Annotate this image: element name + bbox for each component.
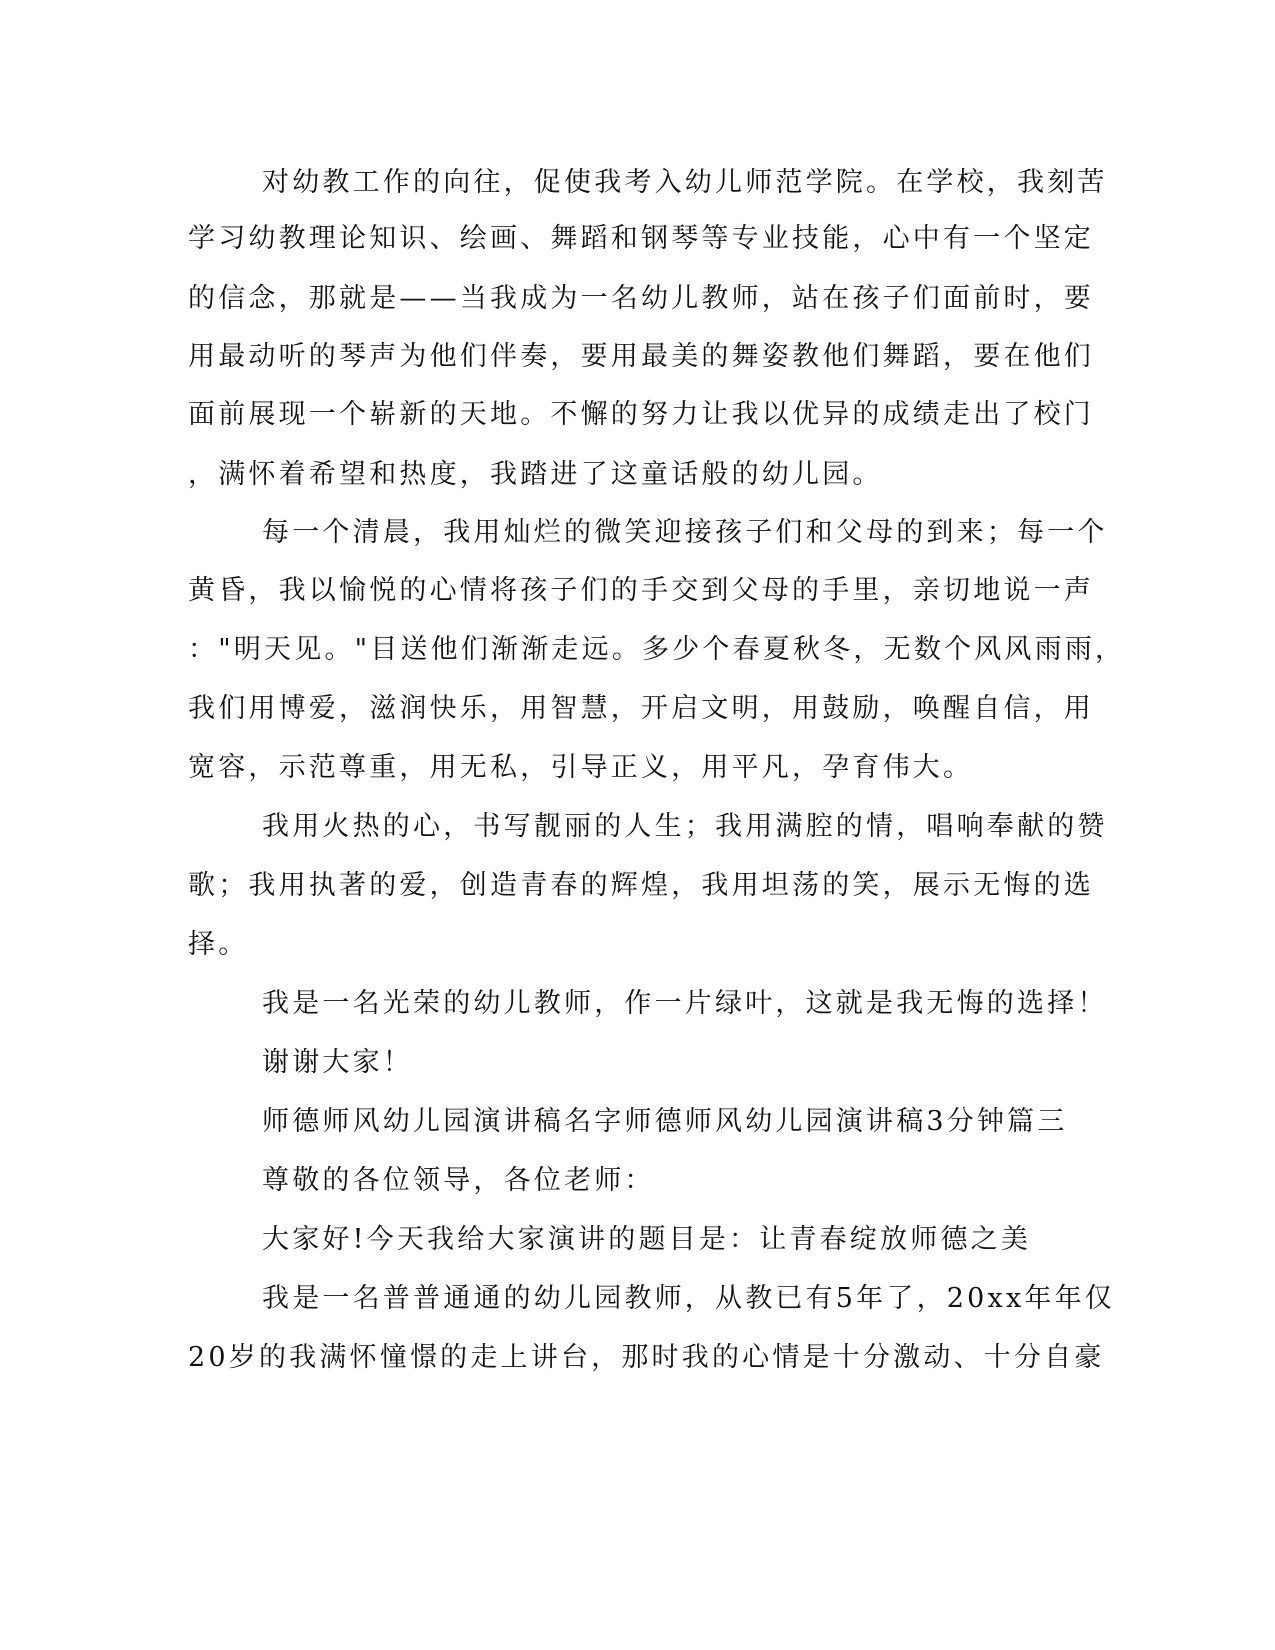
paragraph-line: 20岁的我满怀憧憬的走上讲台，那时我的心情是十分激动、十分自豪	[188, 1342, 1105, 1373]
paragraph-line: 的信念，那就是——当我成为一名幼儿教师，站在孩子们面前时，要	[188, 283, 1094, 314]
paragraph-line: 用最动听的琴声为他们伴奏，要用最美的舞姿教他们舞蹈，要在他们	[188, 341, 1094, 372]
paragraph-line: ，满怀着希望和热度，我踏进了这童话般的幼儿园。	[188, 459, 883, 490]
paragraph-line: 择。	[188, 929, 249, 960]
paragraph-line: 歌；我用执著的爱，创造青春的辉煌，我用坦荡的笑，展示无悔的选	[188, 870, 1094, 901]
paragraph-line: 大家好!今天我给大家演讲的题目是：让青春绽放师德之美	[262, 1224, 1032, 1255]
paragraph-line: 面前展现一个崭新的天地。不懈的努力让我以优异的成绩走出了校门	[188, 399, 1094, 430]
paragraph-line: 宽容，示范尊重，用无私，引导正义，用平凡，孕育伟大。	[188, 752, 974, 783]
section-heading: 师德师风幼儿园演讲稿名字师德师风幼儿园演讲稿3分钟篇三	[262, 1106, 1068, 1137]
paragraph-line: 学习幼教理论知识、绘画、舞蹈和钢琴等专业技能，心中有一个坚定	[188, 223, 1094, 254]
paragraph-line: 我用火热的心，书写靓丽的人生；我用满腔的情，唱响奉献的赞	[262, 811, 1108, 842]
paragraph-line: 我是一名光荣的幼儿教师，作一片绿叶，这就是我无悔的选择！	[262, 988, 1108, 1019]
paragraph-line: 我是一名普普通通的幼儿园教师，从教已有5年了，20xx年年仅	[262, 1283, 1115, 1314]
salutation-line: 尊敬的各位领导，各位老师：	[262, 1165, 655, 1196]
paragraph-line: 我们用博爱，滋润快乐，用智慧，开启文明，用鼓励，唤醒自信，用	[188, 693, 1094, 724]
paragraph-line: ："明天见。"目送他们渐渐走远。多少个春夏秋冬，无数个风风雨雨，	[188, 634, 1126, 665]
paragraph-line: 对幼教工作的向往，促使我考入幼儿师范学院。在学校，我刻苦	[262, 167, 1108, 198]
paragraph-line: 黄昏，我以愉悦的心情将孩子们的手交到父母的手里，亲切地说一声	[188, 575, 1094, 606]
paragraph-line: 每一个清晨，我用灿烂的微笑迎接孩子们和父母的到来；每一个	[262, 517, 1108, 548]
paragraph-line: 谢谢大家！	[262, 1047, 413, 1078]
